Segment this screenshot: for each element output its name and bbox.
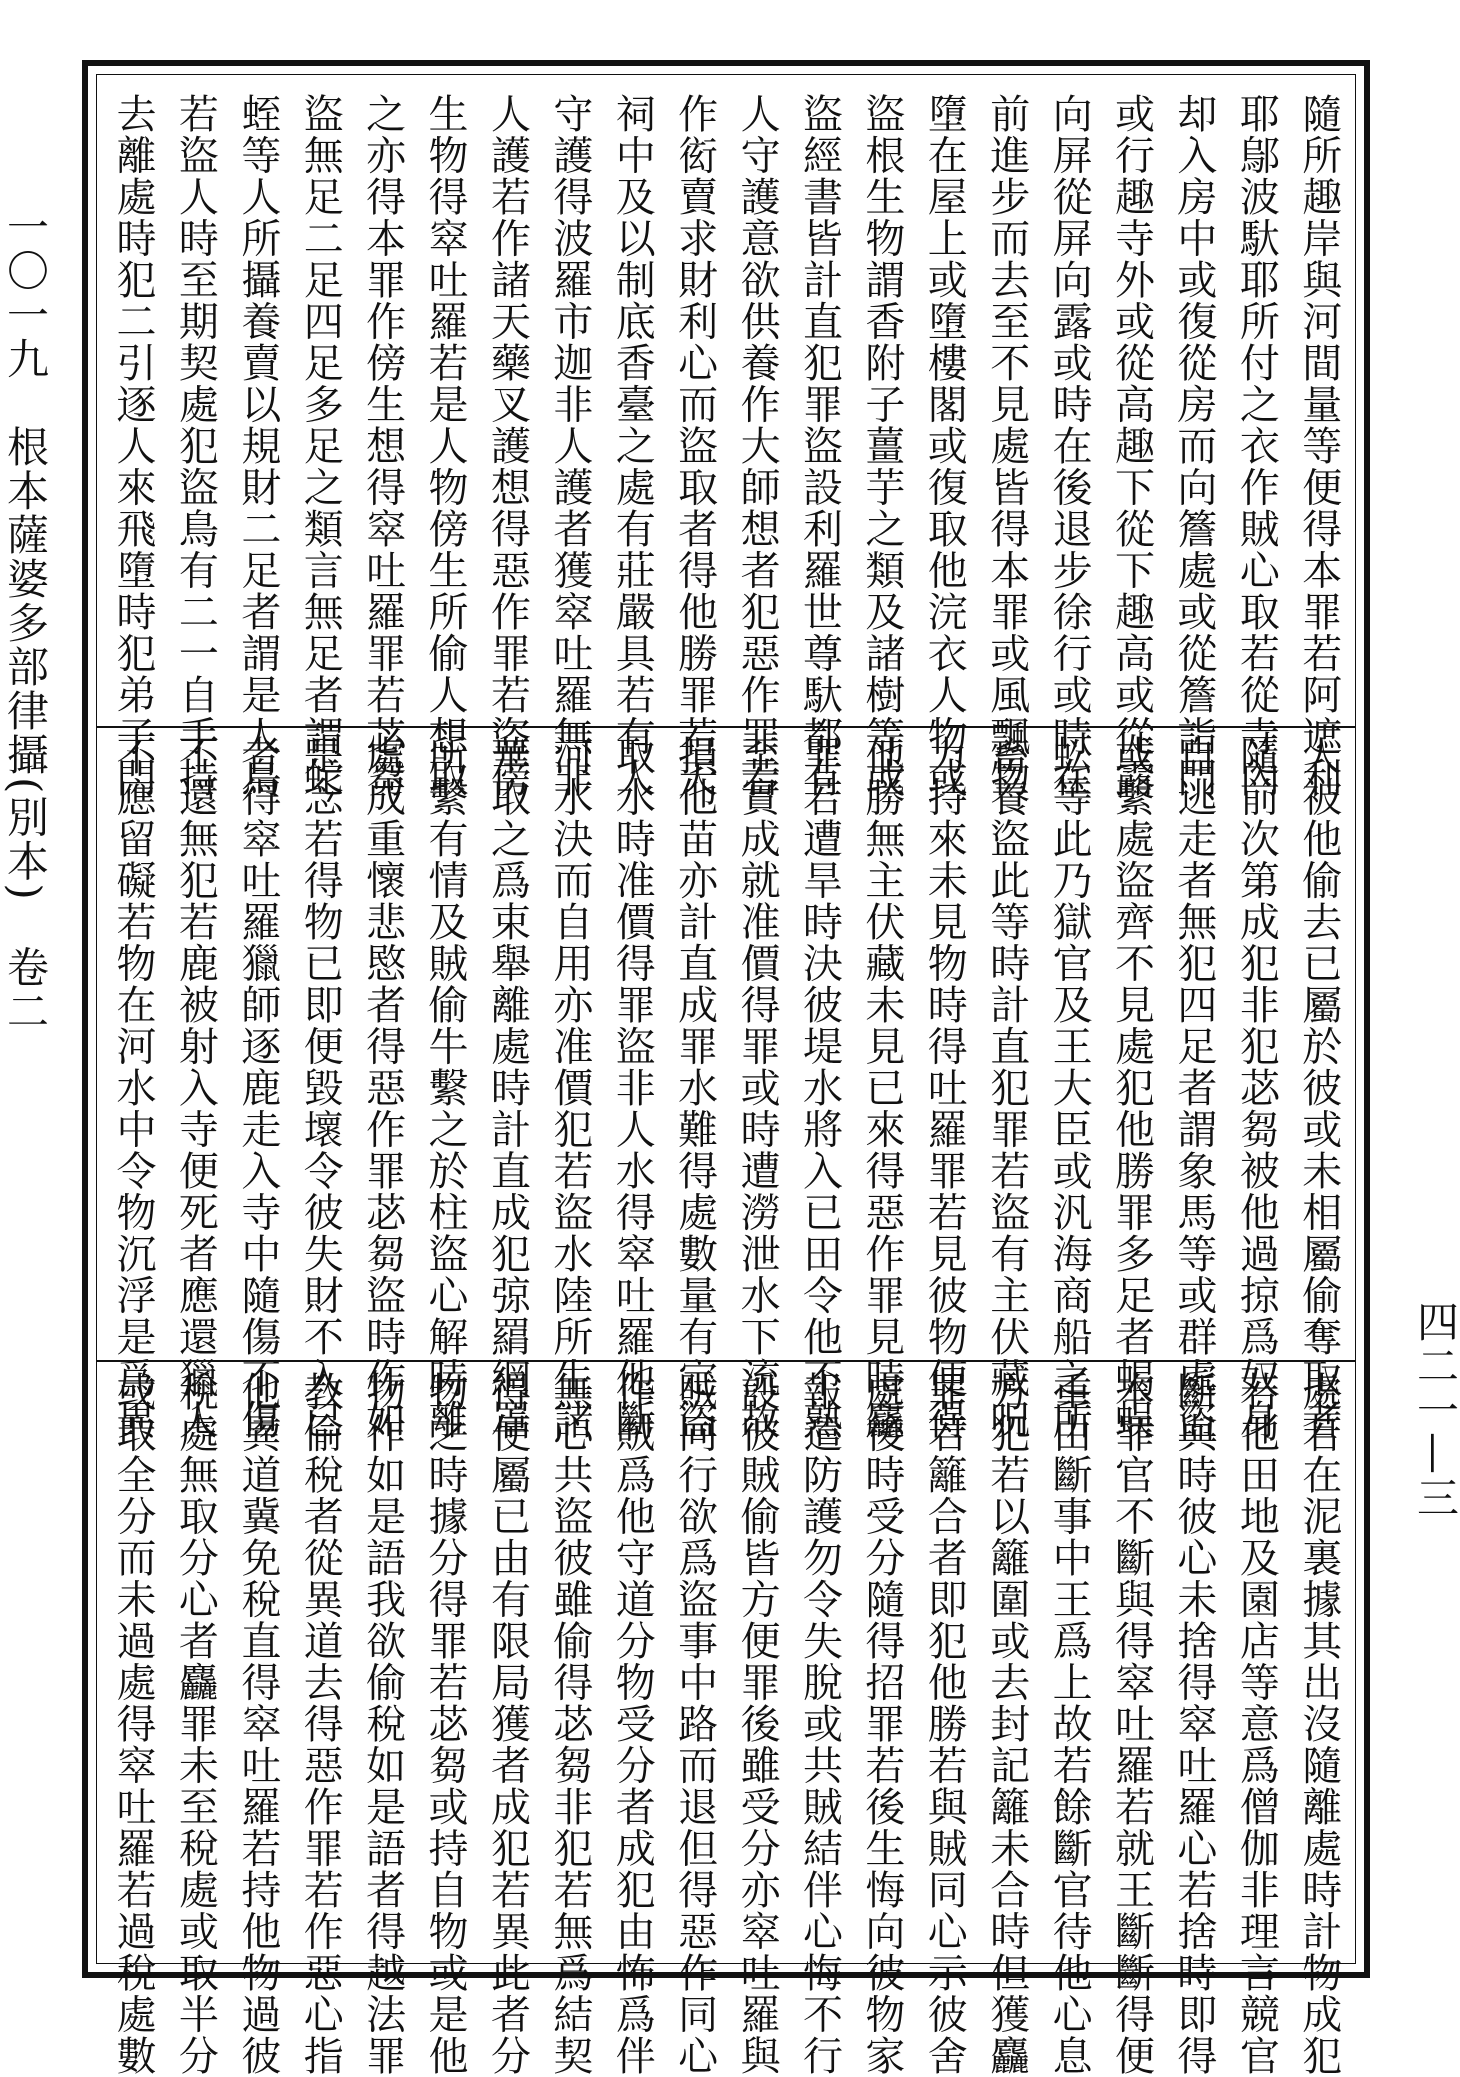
margin-left-caption: 一〇一九 根本薩婆多部律攝(別本) 卷二 <box>1 205 50 1034</box>
text-column: 人守護意欲供養作大師想者犯惡作罪若 <box>734 93 781 799</box>
text-column: 所繫有情及賊偷牛繫之於柱盜心解時離 <box>422 735 469 1441</box>
text-column: 賊同行欲爲盜事中路而退但得惡作同心 <box>671 1371 718 2077</box>
text-column: 去離處時犯二引逐人來飛墮時犯弟子門 <box>110 93 156 799</box>
text-column: 罪若遭旱時決彼堤水將入已田令他不熟 <box>796 735 843 1441</box>
text-column: 設彼賊偷皆方便罪後雖受分亦窣吐羅與 <box>734 1371 781 2077</box>
text-column: 河水決而自用亦准價犯若盜水陸所生諸 <box>546 735 593 1441</box>
text-column: 作衒賣求財利心而盜取者得他勝罪若天 <box>671 93 718 799</box>
text-column: 斷與時彼心未捨得窣吐羅心若捨時即得 <box>1170 1371 1217 2077</box>
text-column: 前進步而去至不見處皆得本罪或風飄物 <box>983 93 1030 799</box>
text-column: 不應留礙若物在河水中令物沉浮是爲異 <box>110 735 156 1441</box>
text-column: 取水時准價得罪盜非人水得窣吐羅他斷 <box>609 735 656 1441</box>
text-column: 人護若作諸天藥叉護想得惡作罪若盜傍 <box>484 93 531 799</box>
text-column: 者得窣吐羅獵師逐鹿走入寺中隨傷不傷 <box>234 735 281 1441</box>
text-column: 蛭等人所攝養賣以規財二足者謂是人鳥 <box>234 93 281 799</box>
text-column: 他勝無主伏藏未見已來得惡作罪見時麤 <box>858 735 905 1441</box>
text-column: 力持來未見物時得吐羅罪若見彼物便得 <box>921 735 968 1441</box>
text-column: 人被他偷去已屬於彼或未相屬偷奪取者 <box>1295 735 1342 1441</box>
text-column: 稅處無取分心者麤罪未至稅處或取半分 <box>172 1371 219 2077</box>
text-column: 物作如是語我欲偷稅如是語者得越法罪 <box>359 1371 406 2077</box>
text-column: 却入房中或復從房而向簷處或從簷詣門 <box>1170 93 1217 799</box>
text-column: 處若在泥裏據其出沒隨離處時計物成犯 <box>1295 1371 1342 2077</box>
text-column: 或取全分而未過處得窣吐羅若過稅處數 <box>110 1371 156 2077</box>
text-column: 是念若得物已即便毀壞令彼失財不入已 <box>297 735 344 1441</box>
text-panel-bottom <box>97 1371 1355 2077</box>
text-column: 本罪官不斷與得窣吐羅若就王斷斷得便 <box>1108 1371 1155 2077</box>
text-column: 華取之爲束舉離處時計直成犯弶羂網罩 <box>484 735 531 1441</box>
text-column: 教偷稅者從異道去得惡作罪若作惡心指 <box>297 1371 344 2077</box>
text-column: 處後時受分隨得招罪若後生悔向彼物家 <box>858 1371 905 2077</box>
text-column: 若他田地及園店等意爲僧伽非理言競官 <box>1233 1371 1280 2077</box>
text-column: 畜養盜此等時計直犯罪若盜有主伏藏呪 <box>983 735 1030 1441</box>
text-column: 盜無足二足四足多足之類言無足者謂蛇 <box>297 93 344 799</box>
text-column: 或繫處盜齊不見處犯他勝罪多足者蝎蜈 <box>1108 735 1155 1441</box>
text-column: 不還無犯若鹿被射入寺便死者應還獵人 <box>172 735 219 1441</box>
text-column: 之亦得本罪作傍生想得窣吐羅罪若苾芻 <box>359 93 406 799</box>
text-column: 蚣等此乃獄官及王大臣或汎海商船之所 <box>1046 735 1093 1441</box>
text-column: 作賊爲他守道分物受分者成犯由怖爲伴 <box>609 1371 656 2077</box>
text-column: 祠中及以制底香臺之處有莊嚴具若有人 <box>609 93 656 799</box>
text-column: 若盜人時至期契處犯盜鳥有二一自手持 <box>172 93 219 799</box>
text-column: 處成重懷悲愍者得惡作罪苾芻盜時作如 <box>359 735 406 1441</box>
text-column: 至實成就准價得罪或時遭澇泄水下流故 <box>734 735 781 1441</box>
page-frame <box>82 60 1370 2077</box>
text-column: 方犯若以籬圍或去封記籬未合時但獲麤 <box>983 1371 1030 2077</box>
text-column: 無心共盜彼雖偷得苾芻非犯若無爲結契 <box>546 1371 593 2077</box>
text-column: 生物得窣吐羅若是人物傍生所偷人想取 <box>422 93 469 799</box>
text-column: 向屏從屏向露或時在後退步徐行或時在 <box>1046 93 1093 799</box>
text-column: 罪若籬合者即犯他勝若與賊同心示彼舍 <box>921 1371 968 2077</box>
text-column: 守護得波羅市迦非人護者獲窣吐羅無非 <box>546 93 593 799</box>
text-column: 盜根生物謂香附子薑芋之類及諸樹等或 <box>858 93 905 799</box>
text-column: 重由斷事中王爲上故若餘斷官待他心息 <box>1046 1371 1093 2077</box>
text-column: 自逃走者無犯四足者謂象馬等或群處盜 <box>1170 735 1217 1441</box>
text-column: 隨所趣岸與河間量等便得本罪若阿遮利 <box>1295 93 1342 799</box>
text-column: 物之時據分得罪若苾芻或持自物或是他 <box>422 1371 469 2077</box>
text-panel-top <box>97 93 1355 799</box>
text-column: 得便屬已由有限局獲者成犯若異此者分 <box>484 1371 531 2077</box>
text-column: 墮在屋上或墮樓閣或復取他浣衣人物或 <box>921 93 968 799</box>
margin-right-page-number: 四二一—三 <box>1411 1300 1460 1520</box>
panel-divider <box>97 1360 1355 1362</box>
text-panel-middle <box>97 735 1355 1441</box>
text-column: 耶鄔波馱耶所付之衣作賊心取若從寺內 <box>1233 93 1280 799</box>
panel-divider <box>97 726 1355 728</box>
text-column: 報遣防護勿令失脫或共賊結伴心悔不行 <box>796 1371 843 2077</box>
text-column: 損他苗亦計直成罪水難得處數量有定盜 <box>671 735 718 1441</box>
text-column: 盜經書皆計直犯罪盜設利羅世尊馱都有 <box>796 93 843 799</box>
page-frame-inner <box>96 74 1356 2077</box>
text-column: 或行趣寺外或從高趣下從下趣高或從露 <box>1108 93 1155 799</box>
text-column: 他異道冀免稅直得窣吐羅若持他物過彼 <box>234 1371 281 2077</box>
text-column: 隨前次第成犯非犯苾芻被他過掠爲奴身 <box>1233 735 1280 1441</box>
